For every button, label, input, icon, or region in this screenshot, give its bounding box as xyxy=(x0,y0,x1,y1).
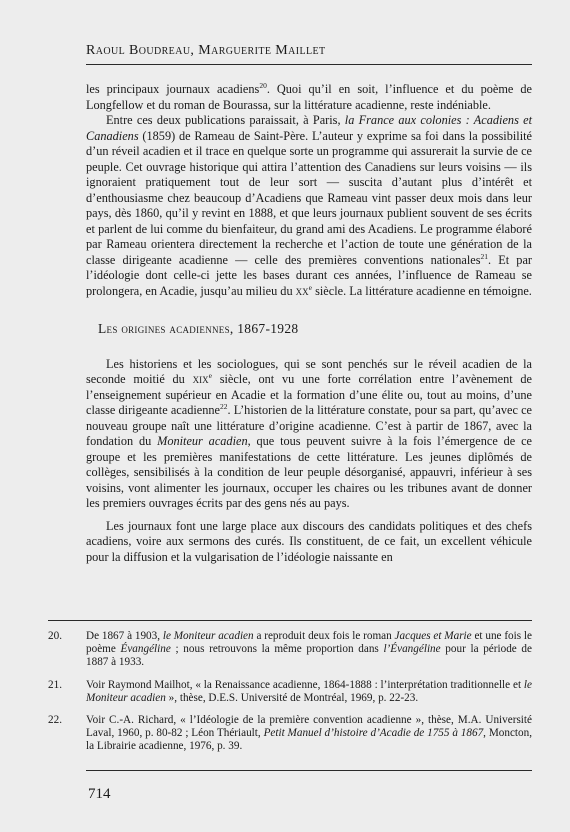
footnote-number: 22. xyxy=(48,714,62,727)
footnote-number: 20. xyxy=(48,630,62,642)
bottom-divider xyxy=(86,770,532,771)
footnote-22 xyxy=(48,714,532,754)
body-text xyxy=(86,82,532,565)
paragraph-p4: Les journaux font une large place aux discours des candidats politiques et des chefs acadiens, voire aux sermons des curés. Ils constituent, de ce fait, un excellent véhicule pour la diffusion et la vulgarisation de l’idéologie naissante en xyxy=(86,518,532,564)
paragraph-p3: Les historiens et les sociologues, qui se sont penchés sur le réveil acadien de la seconde moitié du xix$^e$ siècle, ont vu une forte corrélation entre l’avènement de l’enseignement supérieur en Acadie et la formation d’une élite ou, tout au moins, d’une classe dirigeante acadienne$^{22}$. L’historien de la littérature constate, pour sa part, qu’avec ce nouveau groupe naît une littérature d’origine acadienne. C’est à partir de 1867, avec la fondation du Moniteur acadien, que tous peuvent suivre à la fois l’émergence de ce groupe et les premières manifestations de cette littérature. Les jeunes diplômés de collèges, sensibilisés à la condition de leur peuple désorganisé, appauvri, inférieur à ses voisins, vont alimenter les journaux, occuper les chaires ou les tribunes avant de donner les premiers ouvrages écrits par des gens nés au pays. xyxy=(86,356,533,510)
footnote-text: Voir C.-A. Richard, « l’Idéologie de la première convention acadienne », thèse, M.A. Université Laval, 1960, p. 80-82 ; Léon Thériault, Petit Manuel d’histoire d’Acadie de 1755 à 1867, Moncton, la Librairie acadienne, 1976, p. 39. xyxy=(86,714,533,753)
paragraph-p1: les principaux journaux acadiens$^{20}$. Quoi qu’il en soit, l’influence et du poème de Longfellow et du roman de Bourassa, sur la littérature acadienne, reste indéniable. xyxy=(86,80,533,112)
footnotes xyxy=(48,630,532,763)
section-heading: Les origines acadiennes, 1867-1928 xyxy=(98,321,299,336)
footnote-text: Voir Raymond Mailhot, « la Renaissance acadienne, 1864-1888 : l’interprétation traditionnelle et le Moniteur acadien », thèse, D.E.S. Université de Montréal, 1969, p. 22-23. xyxy=(86,678,532,704)
paragraph-p2: Entre ces deux publications paraissait, à Paris, la France aux colonies : Acadiens et Canadiens (1859) de Rameau de Saint-Père. L’auteur y exprime sa foi dans la possibilité d’un réveil acadien et il trace en quelque sorte un programme qui assurerait la survie de ce peuple. Cet ouvrage historique qui attira l’attention des Canadiens sur leurs voisins — ils ignoraient pratiquement tout de leur sort — suscita d’autant plus d’intérêt et d’enthousiasme chez beaucoup d’Acadiens que Rameau vint passer deux mois dans leur pays, dès 1860, qu’il y revint en 1888, et que leurs journaux publient souvent de ses écrits et parlent de lui comme du bienfaiteur, du grand ami des Acadiens. Le programme élaboré par Rameau orientera directement la recherche et l’action de toute une génération de la classe dirigeante acadienne — celle des premières conventions nationales$^{21}$. Et par l’idéologie dont celle-ci jette les bases durant ces années, l’influence de Rameau se prolongera, en Acadie, jusqu’au milieu du $xx^e$ siècle. La littérature acadienne en témoigne. xyxy=(86,113,532,298)
running-head-authors: Raoul Boudreau, Marguerite Maillet xyxy=(86,43,326,58)
footnote-number: 21. xyxy=(48,678,62,691)
running-header xyxy=(86,42,532,65)
footnote-21 xyxy=(48,679,532,705)
footnote-text: De 1867 à 1903, le Moniteur acadien a reproduit deux fois le roman Jacques et Marie et une fois le poème Évangéline ; nous retrouvons la même proportion dans l’Évangéline pour la période de 1887 à 1933. xyxy=(86,630,533,669)
page-number: 714 xyxy=(88,786,111,802)
footnote-20 xyxy=(48,630,532,670)
footnote-divider xyxy=(48,620,532,621)
